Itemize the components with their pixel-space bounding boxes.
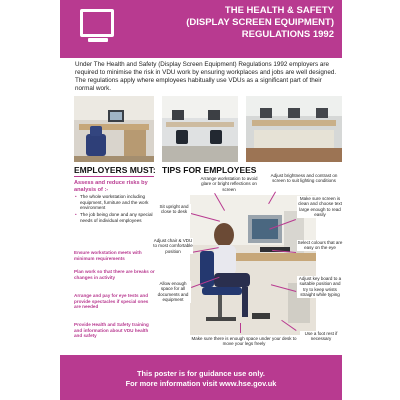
poster-title	[134, 5, 334, 41]
monitor-stand-icon	[88, 38, 108, 42]
office-photo-2	[162, 96, 238, 162]
tip-colours: Select colours that are easy on the eye	[297, 240, 343, 251]
employers-bullet: • The job being done and any special needs of individual employees	[74, 212, 156, 223]
employers-assess-block	[74, 180, 156, 223]
tip-space: Allow enough space for all documents and equipment	[155, 281, 191, 303]
tip-keyboard: Adjust key board to a suitable position and try to keep wrists straight while typing	[298, 276, 342, 298]
employers-item: Ensure workstation meets with minimum requirements	[74, 250, 142, 261]
tip-brightness: Adjust brightness and contrast on screen to suit lighting conditions	[264, 173, 344, 184]
employers-assess: Assess and reduce risks by analysis of :-	[74, 180, 148, 193]
tip-footrest: Use a foot rest if necessary	[300, 331, 342, 342]
office-photo-1	[74, 96, 154, 162]
employers-item: Plan work so that there are breaks or changes in activity	[74, 269, 155, 280]
footer-banner	[60, 355, 342, 400]
title-line-1: THE HEALTH & SAFETY	[224, 5, 334, 16]
tip-sit-upright: Sit upright and close to desk	[157, 204, 191, 215]
employers-item: Arrange and pay for eye tests and provide spectacles if special ones are needed	[74, 293, 149, 310]
employers-bullet: • The whole workstation including equipment, furniture and the work environment	[74, 194, 156, 211]
footer-line-2: For more information visit www.hse.gov.uk	[125, 379, 277, 388]
tip-screen-clean: Make sure screen is clean and choose text large enough to read easily	[298, 196, 342, 218]
office-photo-3	[246, 96, 342, 162]
intro-paragraph: Under The Health and Safety (Display Screen Equipment) Regulations 1992 employers are required to minimise the risk in VDU work by ensuring workplaces and jobs are well designed. The regulations apply where employees habitually use VDUs as a significant part of their normal work.	[75, 61, 337, 92]
tip-connector	[240, 323, 241, 333]
header-banner	[60, 0, 342, 58]
employers-item: Provide Health and Safety training and information about VDU health and safety	[74, 322, 149, 339]
monitor-icon	[80, 9, 114, 37]
tips-heading: TIPS FOR EMPLOYEES	[162, 165, 257, 175]
title-line-3: REGULATIONS 1992	[241, 29, 334, 40]
tip-legroom: Make sure there is enough space under your desk to move your legs freely	[191, 336, 297, 347]
employers-heading: EMPLOYERS MUST:	[74, 165, 156, 175]
title-line-2: (DISPLAY SCREEN EQUIPMENT)	[186, 17, 334, 28]
tip-adjust-chair: Adjust chair & VDU to most comfortable position	[153, 238, 193, 254]
employers-rule	[74, 176, 154, 177]
tip-glare: Arrange workstation to avoid glare or bright reflections on screen	[196, 176, 262, 192]
footer-line-1: This poster is for guidance use only.	[137, 369, 265, 378]
